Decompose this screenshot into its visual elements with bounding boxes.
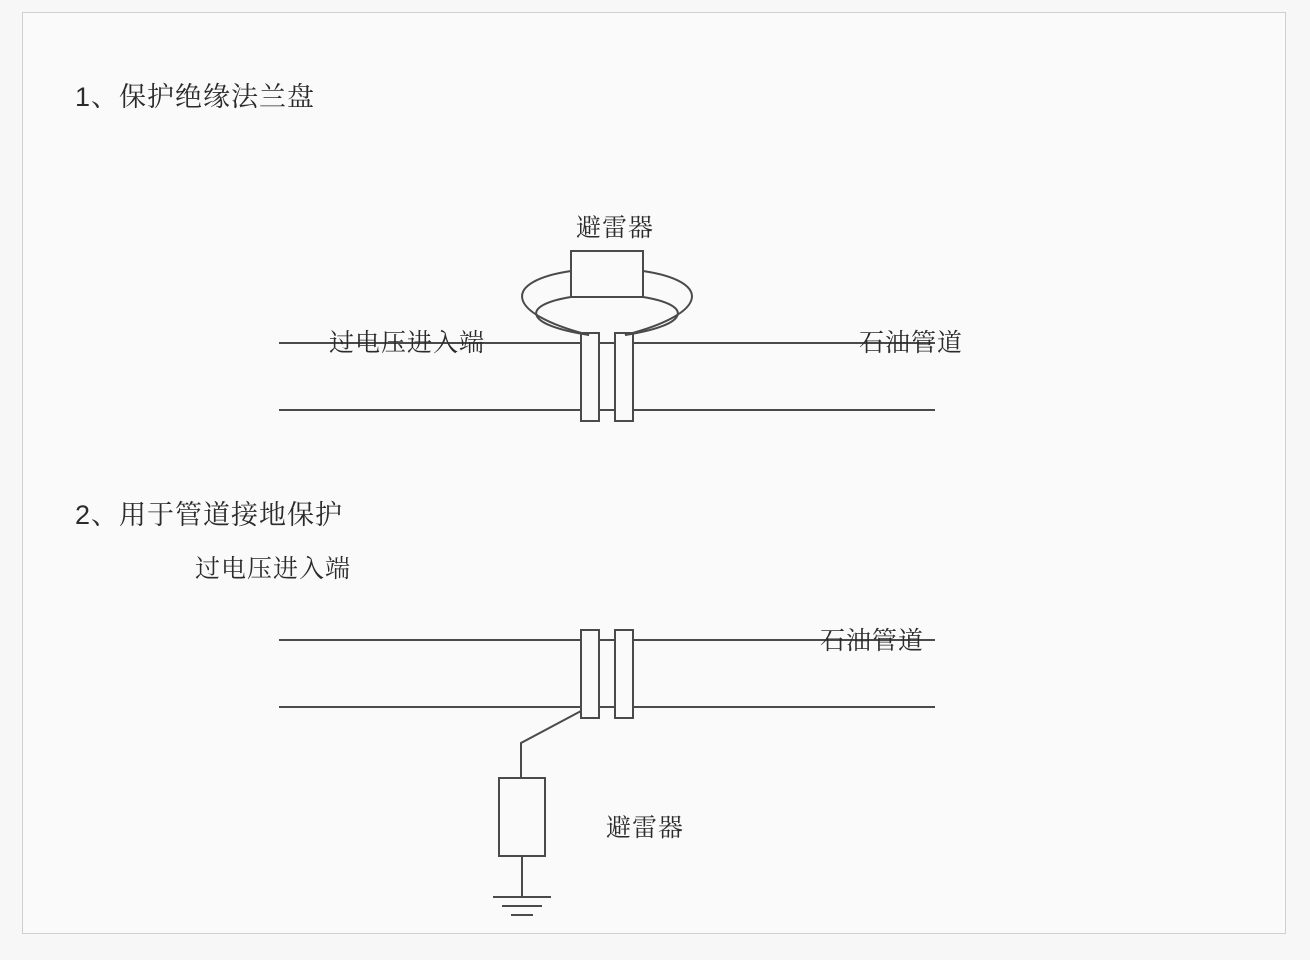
section-1-arrester-label: 避雷器	[576, 214, 655, 242]
section-2-right-terminal-label: 石油管道	[820, 627, 925, 655]
section-1-left-terminal-label: 过电压进入端	[329, 329, 486, 357]
flange-left-plate	[581, 333, 599, 421]
pipeline-arrester-schematic	[23, 13, 1285, 933]
flange2-right-plate	[615, 630, 633, 718]
section-2-arrester-label: 避雷器	[606, 814, 685, 842]
section-2-heading: 2、用于管道接地保护	[75, 500, 344, 530]
flange-right-plate	[615, 333, 633, 421]
section-1-right-terminal-label: 石油管道	[859, 329, 964, 357]
section-1-heading: 1、保护绝缘法兰盘	[75, 82, 316, 112]
flange2-left-plate	[581, 630, 599, 718]
section-2-drawing	[279, 630, 935, 915]
arrester2-down-lead	[521, 711, 581, 778]
section-2-left-terminal-label: 过电压进入端	[195, 555, 352, 583]
arrester-body-box	[571, 251, 643, 297]
arrester2-body-box	[499, 778, 545, 856]
arrester-lead-right-lower	[625, 297, 678, 335]
diagram-frame	[22, 12, 1286, 934]
arrester-lead-left-lower	[536, 297, 589, 335]
